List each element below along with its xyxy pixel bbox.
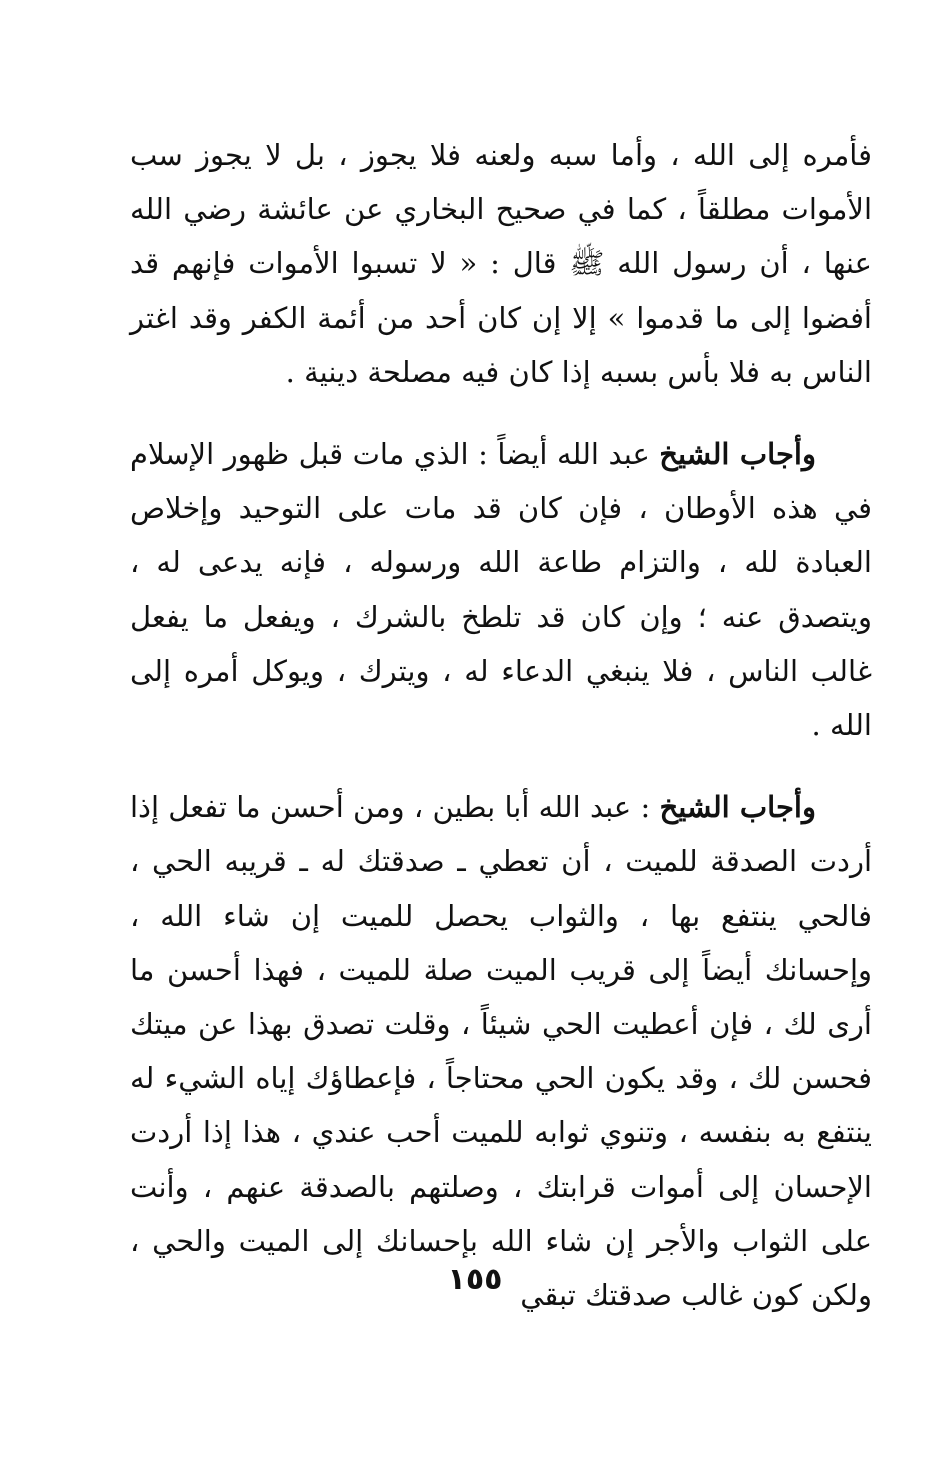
paragraph-3-text: : عبد الله أبا بطين ، ومن أحسن ما تفعل إذا أردت الصدقة للميت ، أن تعطي ـ صدقتك له ـ قريبه الحي ، فالحي ينتفع بها ، والثواب يحصل للميت إن شاء الله ، وإحسانك أيضاً إلى قريب الميت صلة للميت ، فهذا أحسن ما أرى لك ، فإن أعطيت الحي شيئاً ، وقلت تصدق بهذا عن ميتك فحسن لك ، وقد يكون الحي محتاجاً ، فإعطاؤك إياه الشيء له ينتفع به بنفسه ، وتنوي ثوابه للميت أحب عندي ، هذا إذا أردت الإحسان إلى أموات قرابتك ، وصلتهم بالصدقة عنهم ، وأنت على الثواب والأجر إن شاء الله بإحسانك إلى الميت والحي ، ولكن كون غالب صدقتك تبقي (130, 790, 872, 1313)
paragraph-1 (130, 128, 872, 399)
paragraph-2-lead: وأجاب الشيخ (659, 437, 816, 472)
paragraph-2 (130, 427, 872, 752)
paragraph-1-text: فأمره إلى الله ، وأما سبه ولعنه فلا يجوز ، بل لا يجوز سب الأموات مطلقاً ، كما في صحيح البخاري عن عائشة رضي الله عنها ، أن رسول الله ﷺ قال : « لا تسبوا الأموات فإنهم قد أفضوا إلى ما قدموا » إلا إن كان أحد من أئمة الكفر وقد اغتر الناس به فلا بأس بسبه إذا كان فيه مصلحة دينية . (130, 138, 872, 389)
body-text (130, 128, 872, 1322)
paragraph-3-lead: وأجاب الشيخ (659, 790, 816, 825)
paragraph-2-text: عبد الله أيضاً : الذي مات قبل ظهور الإسلام في هذه الأوطان ، فإن كان قد مات على التوحيد وإخلاص العبادة لله ، والتزام طاعة الله ورسوله ، فإنه يدعى له ، ويتصدق عنه ؛ وإن كان قد تلطخ بالشرك ، ويفعل ما يفعل غالب الناس ، فلا ينبغي الدعاء له ، ويترك ، ويوكل أمره إلى الله . (130, 437, 872, 743)
page-number: ١٥٥ (447, 1262, 503, 1297)
paragraph-3 (130, 780, 872, 1322)
